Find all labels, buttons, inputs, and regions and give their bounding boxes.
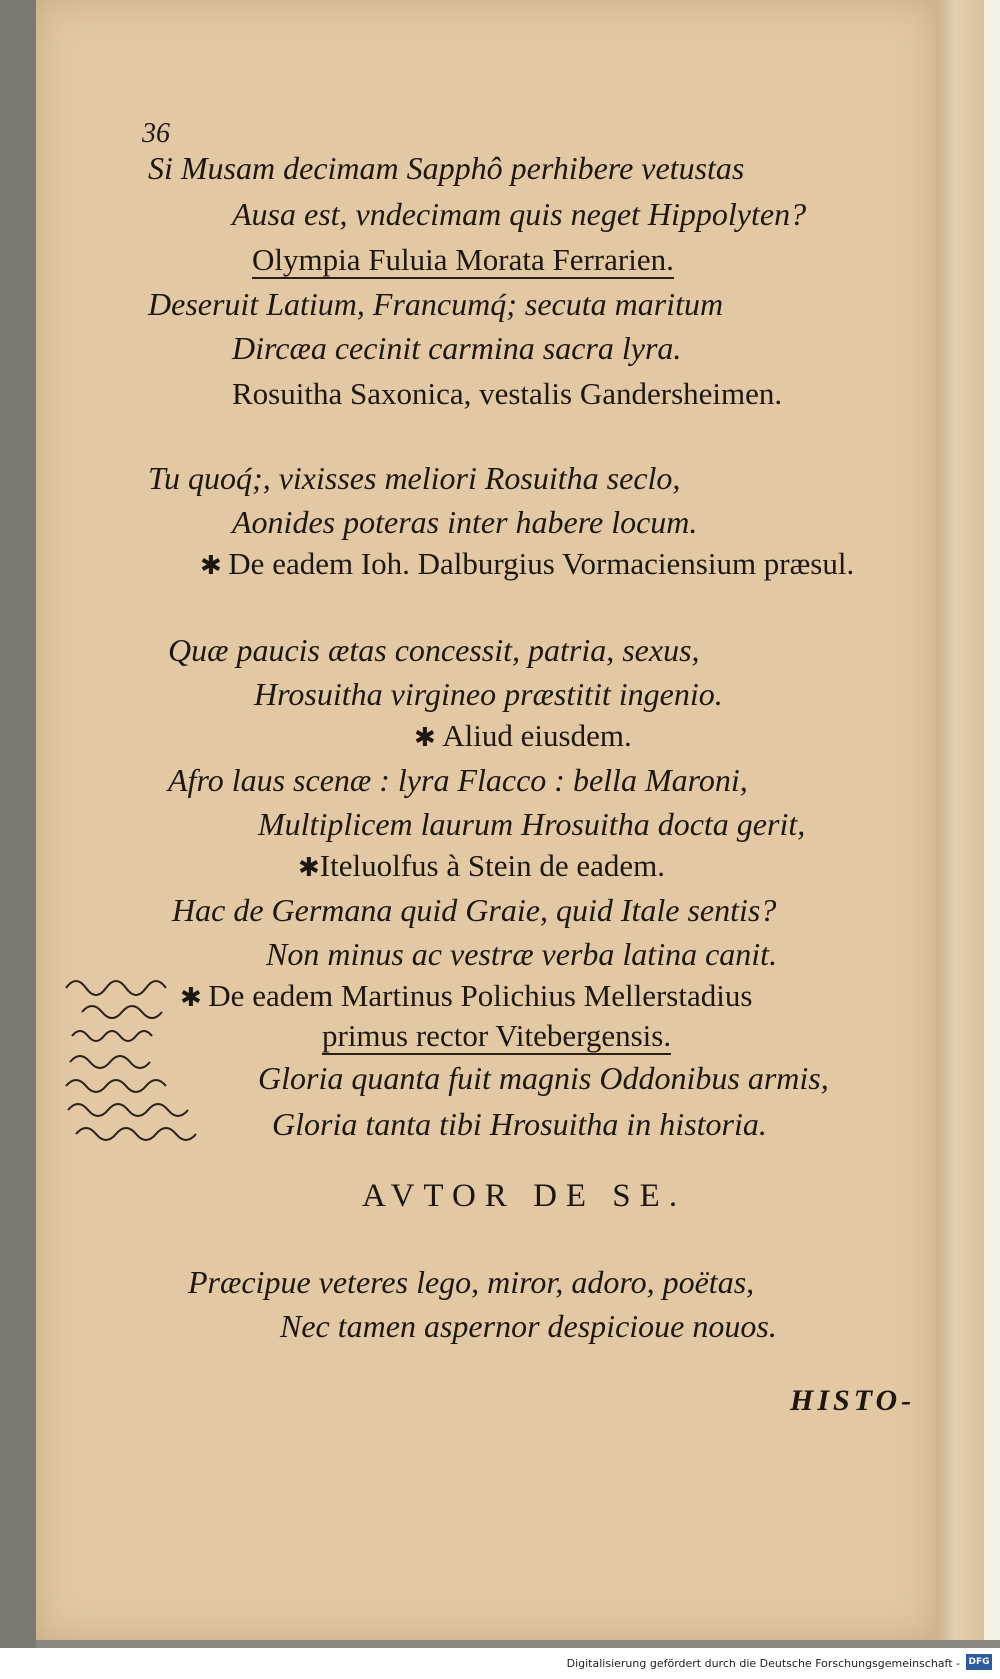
section-heading: AVTOR DE SE. [362, 1178, 687, 1214]
scan-left-margin [0, 0, 36, 1679]
verse-line: Nec tamen aspernor despicioue nouos. [280, 1308, 777, 1344]
asterisk-icon: ✱ [414, 723, 443, 752]
section-heading: ✱ De eadem Martinus Polichius Mellerstadius [180, 978, 753, 1013]
asterisk-icon: ✱ [180, 983, 209, 1012]
verse-line: Hrosuitha virgineo præstitit ingenio. [254, 676, 723, 712]
section-heading: Olympia Fuluia Morata Ferrarien. [252, 242, 674, 277]
verse-line: Hac de Germana quid Graie, quid Itale sentis? [172, 892, 777, 928]
verse-line: Si Musam decimam Sapphô perhibere vetustas [148, 150, 745, 186]
section-heading: ✱ De eadem Ioh. Dalburgius Vormaciensium præsul. [200, 546, 855, 581]
asterisk-icon: ✱ [200, 551, 229, 580]
verse-line: Gloria tanta tibi Hrosuitha in historia. [272, 1106, 767, 1142]
section-heading: ✱ Aliud eiusdem. [414, 718, 632, 753]
verse-line: Quæ paucis ætas concessit, patria, sexus, [168, 632, 700, 668]
dfg-logo: DFG [966, 1654, 992, 1670]
verse-line: Deseruit Latium, Francumq́; secuta maritum [148, 286, 724, 322]
page-number: 36 [142, 118, 170, 149]
verse-line: Tu quoq́;, vixisses meliori Rosuitha seclo, [148, 460, 681, 496]
verse-line: Multiplicem laurum Hrosuitha docta gerit, [258, 806, 806, 842]
asterisk-icon: ✱ [298, 853, 320, 882]
verse-line: Afro laus scenæ : lyra Flacco : bella Maroni, [168, 762, 748, 798]
verse-line: Aonides poteras inter habere locum. [232, 504, 698, 540]
footer-credit: Digitalisierung gefördert durch die Deutsche Forschungsgemeinschaft - [566, 1657, 960, 1670]
verse-line: Dircæa cecinit carmina sacra lyra. [232, 330, 682, 366]
section-heading: Rosuitha Saxonica, vestalis Gandersheimen. [232, 376, 783, 411]
facing-page-edge [984, 0, 1000, 1640]
verse-line: Gloria quanta fuit magnis Oddonibus armis, [258, 1060, 829, 1096]
verse-line: Præcipue veteres lego, miror, adoro, poëtas, [188, 1264, 755, 1300]
section-heading: primus rector Vitebergensis. [322, 1018, 672, 1053]
handwritten-marginal-note [62, 970, 232, 1150]
section-heading: ✱Iteluolfus à Stein de eadem. [298, 848, 665, 883]
verse-line: Non minus ac vestræ verba latina canit. [266, 936, 778, 972]
catchword: HISTO- [790, 1384, 916, 1417]
book-gutter [936, 0, 984, 1640]
verse-line: Ausa est, vndecimam quis neget Hippolyten? [232, 196, 807, 232]
